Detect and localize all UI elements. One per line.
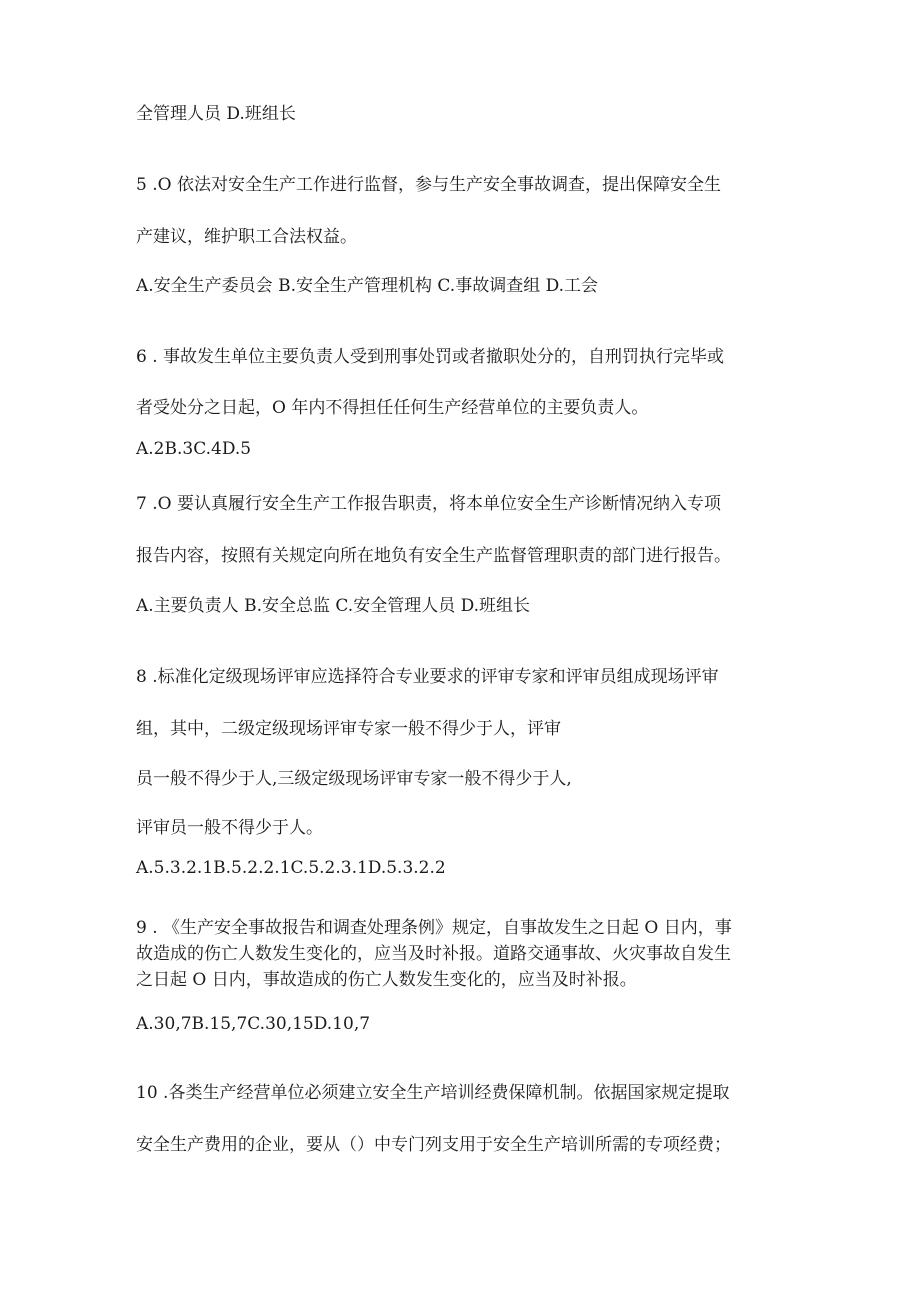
question-9-line-3: 之日起 O 日内，事故造成的伤亡人数发生变化的，应当及时补报。 [136, 970, 637, 990]
question-8-line-2: 组，其中，二级定级现场评审专家一般不得少于人，评审 [136, 719, 561, 739]
question-5-line-2: 产建议，维护职工合法权益。 [136, 227, 357, 247]
question-5-line-1: 5 .O 依法对安全生产工作进行监督，参与生产安全事故调查，提出保障安全生 [136, 175, 721, 195]
question-6-line-2: 者受处分之日起，O 年内不得担任任何生产经营单位的主要负责人。 [136, 398, 649, 418]
question-8-line-4: 评审员一般不得少于人。 [136, 818, 323, 838]
question-8-line-1: 8 .标准化定级现场评审应选择符合专业要求的评审专家和评审员组成现场评审 [136, 667, 719, 687]
question-7-line-2: 报告内容，按照有关规定向所在地负有安全生产监督管理职责的部门进行报告。 [136, 546, 731, 566]
question-9-line-1: 9 . 《生产安全事故报告和调查处理条例》规定，自事故发生之日起 O 日内，事 [136, 918, 732, 938]
question-8-line-3: 员一般不得少于人,三级定级现场评审专家一般不得少于人, [136, 769, 572, 789]
question-9-line-2: 故造成的伤亡人数发生变化的，应当及时补报。道路交通事故、火灾事故自发生 [136, 944, 731, 964]
question-8-options: A.5.3.2.1B.5.2.2.1C.5.2.3.1D.5.3.2.2 [136, 858, 446, 878]
question-6-options: A.2B.3C.4D.5 [136, 439, 252, 459]
question-7-line-1: 7 .O 要认真履行安全生产工作报告职责，将本单位安全生产诊断情况纳入专项 [136, 494, 721, 514]
question-6-line-1: 6 . 事故发生单位主要负责人受到刑事处罚或者撤职处分的，自刑罚执行完毕或 [136, 347, 725, 367]
question-10-line-1: 10 .各类生产经营单位必须建立安全生产培训经费保障机制。依据国家规定提取 [136, 1083, 730, 1103]
question-5-options: A.安全生产委员会 B.安全生产管理机构 C.事故调查组 D.工会 [136, 276, 599, 296]
question-9-options: A.30,7B.15,7C.30,15D.10,7 [136, 1014, 371, 1034]
question-10-line-2: 安全生产费用的企业，要从（）中专门列支用于安全生产培训所需的专项经费； [136, 1135, 731, 1155]
question-7-options: A.主要负责人 B.安全总监 C.安全管理人员 D.班组长 [136, 596, 531, 616]
text-line-option-prev: 全管理人员 D.班组长 [136, 104, 296, 124]
